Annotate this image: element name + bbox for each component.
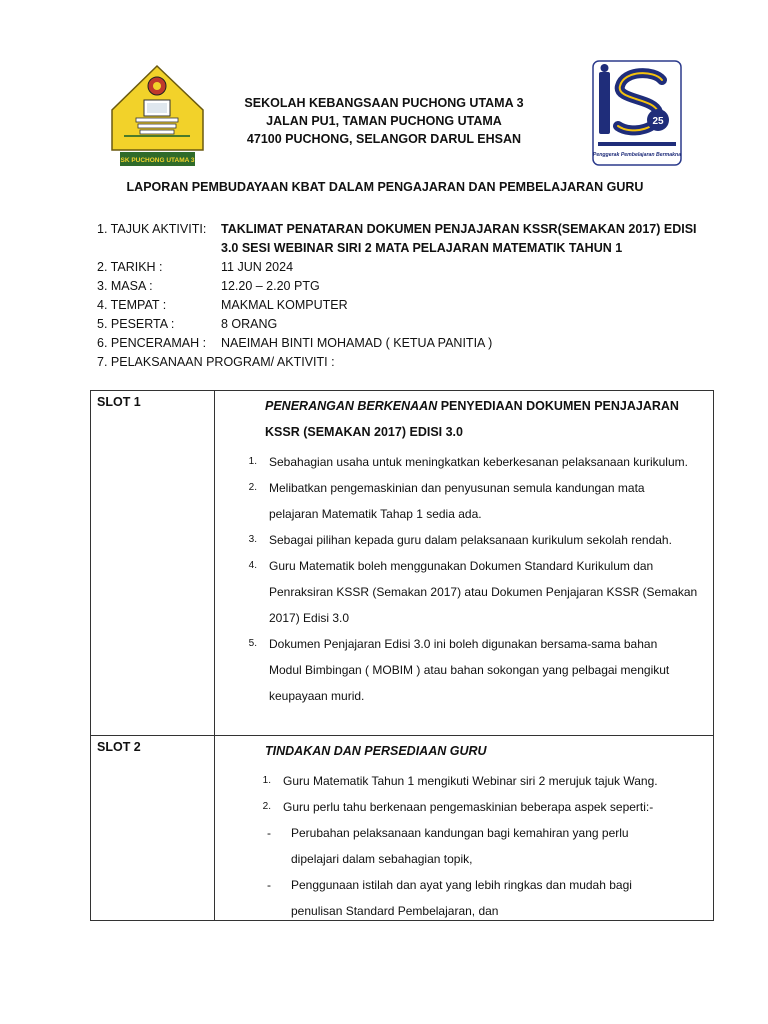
slot-row-2 xyxy=(91,735,713,920)
activity-info xyxy=(97,220,717,372)
list-item: 5. Dokumen Penjajaran Edisi 3.0 ini boleh digunakan bersama-sama bahan Modul Bimbingan ( MOBIM ) atau bahan sokongan yang pelbagai mengikut keupayaan murid. xyxy=(248,637,670,703)
school-address-line2: 47100 PUCHONG, SELANGOR DARUL EHSAN xyxy=(246,132,522,146)
report-title: LAPORAN PEMBUDAYAAN KBAT DALAM PENGAJARAN DAN PEMBELAJARAN GURU xyxy=(126,180,644,194)
peserta-label: 5. PESERTA : xyxy=(97,317,175,331)
slot-2-list xyxy=(215,768,705,820)
school-header xyxy=(200,94,568,148)
list-item: - Perubahan pelaksanaan kandungan bagi kemahiran yang perlu dipelajari dalam sebahagian topik, xyxy=(267,826,629,866)
slot-1-list xyxy=(215,449,705,709)
info-row-tajuk-cont xyxy=(97,239,717,258)
info-row-tarikh xyxy=(97,258,717,277)
school-name: SEKOLAH KEBANGSAAN PUCHONG UTAMA 3 xyxy=(244,96,524,110)
slot-1-title-line2: KSSR (SEMAKAN 2017) EDISI 3.0 xyxy=(265,425,463,439)
tajuk-label: 1. TAJUK AKTIVITI: xyxy=(97,222,207,236)
slot-1-content xyxy=(215,391,713,735)
peserta-value: 8 ORANG xyxy=(221,317,278,331)
info-row-tempat xyxy=(97,296,717,315)
pelaksanaan-label: 7. PELAKSANAAN PROGRAM/ AKTIVITI : xyxy=(97,355,335,369)
info-row-masa xyxy=(97,277,717,296)
tempat-label: 4. TEMPAT : xyxy=(97,298,167,312)
slot-2-sublist xyxy=(215,820,705,924)
slot-row-1 xyxy=(91,391,713,735)
slot-2-content xyxy=(215,736,713,920)
tempat-value: MAKMAL KOMPUTER xyxy=(221,298,348,312)
slot-2-label: SLOT 2 xyxy=(91,736,215,920)
list-item: 1. Guru Matematik Tahun 1 mengikuti Webinar siri 2 merujuk tajuk Wang. xyxy=(262,774,658,788)
slot-2-title: TINDAKAN DAN PERSEDIAAN GURU xyxy=(265,744,487,758)
right-logo-caption: Penggerak Pembelajaran Bermakna xyxy=(592,152,682,158)
info-row-tajuk xyxy=(97,220,717,239)
list-item: 3. Sebagai pilihan kepada guru dalam pelaksanaan kurikulum sekolah rendah. xyxy=(248,533,672,547)
tajuk-value-line2: 3.0 SESI WEBINAR SIRI 2 MATA PELAJARAN MATEMATIK TAHUN 1 xyxy=(221,241,623,255)
activity-slot-table xyxy=(90,390,714,921)
slot-1-label: SLOT 1 xyxy=(91,391,215,735)
slot-1-title-italic: PENERANGAN BERKENAAN xyxy=(265,399,438,413)
slot-1-title xyxy=(215,393,705,419)
masa-label: 3. MASA : xyxy=(97,279,153,293)
tarikh-label: 2. TARIKH : xyxy=(97,260,163,274)
tarikh-value: 11 JUN 2024 xyxy=(221,260,294,274)
tajuk-value-line1: TAKLIMAT PENATARAN DOKUMEN PENJAJARAN KSSR(SEMAKAN 2017) EDISI xyxy=(221,222,697,236)
list-item: 1. Sebahagian usaha untuk meningkatkan keberkesanan pelaksanaan kurikulum. xyxy=(248,455,688,469)
info-row-peserta xyxy=(97,315,717,334)
info-row-penceramah xyxy=(97,334,717,353)
info-row-pelaksanaan xyxy=(97,353,717,372)
right-logo-number: 25 xyxy=(652,116,664,127)
list-item: 4. Guru Matematik boleh menggunakan Dokumen Standard Kurikulum dan Penraksiran KSSR (Semakan 2017) atau Dokumen Penjajaran KSSR (Semakan 2017) Edisi 3.0 xyxy=(248,559,698,625)
list-item: 2. Melibatkan pengemaskinian dan penyusunan semula kandungan mata pelajaran Matematik Tahap 1 sedia ada. xyxy=(248,481,645,521)
school-crest-logo xyxy=(110,64,205,170)
list-item: - Penggunaan istilah dan ayat yang lebih ringkas dan mudah bagi penulisan Standard Pembelajaran, dan xyxy=(267,878,632,918)
left-logo-text: SK PUCHONG UTAMA 3 xyxy=(120,157,195,164)
list-item: 2. Guru perlu tahu berkenaan pengemaskinian beberapa aspek seperti:- xyxy=(262,800,654,814)
slot-1-title-rest: PENYEDIAAN DOKUMEN PENJAJARAN xyxy=(437,399,679,413)
penceramah-value: NAEIMAH BINTI MOHAMAD ( KETUA PANITIA ) xyxy=(221,336,493,350)
masa-value: 12.20 – 2.20 PTG xyxy=(221,279,320,293)
penceramah-label: 6. PENCERAMAH : xyxy=(97,336,207,350)
school-address-line1: JALAN PU1, TAMAN PUCHONG UTAMA xyxy=(266,114,502,128)
transformasi-25-logo xyxy=(592,60,682,166)
